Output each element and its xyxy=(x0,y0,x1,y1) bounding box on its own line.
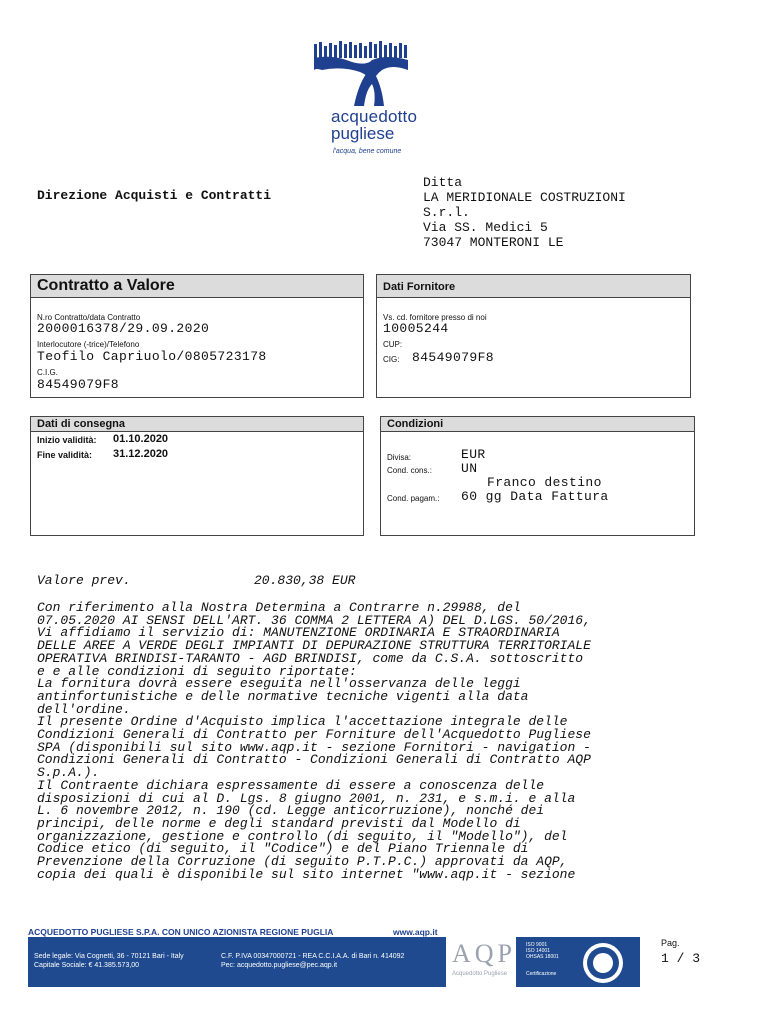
currency-label: Divisa: xyxy=(387,453,412,462)
supplier-code-label: Vs. cd. fornitore presso di noi xyxy=(383,313,487,322)
logo-text-line2: pugliese xyxy=(331,124,395,143)
delivery-conditions-label: Cond. cons.: xyxy=(387,466,432,475)
delivery-box-title: Dati di consegna xyxy=(31,417,363,432)
supplier-cig-label: CIG: xyxy=(383,355,400,364)
supplier-code-value: 10005244 xyxy=(383,321,449,336)
supplier-cig-value: 84549079F8 xyxy=(412,350,495,365)
end-validity-label: Fine validità: xyxy=(37,450,93,460)
payment-conditions-value: 60 gg Data Fattura xyxy=(461,489,609,504)
page-label: Pag. xyxy=(661,938,680,948)
logo-text-line1: acquedotto xyxy=(331,107,418,126)
contract-box-title: Contratto a Valore xyxy=(31,275,363,298)
end-validity-value: 31.12.2020 xyxy=(113,448,169,460)
logo-tagline: l'acqua, bene comune xyxy=(333,148,402,155)
delivery-conditions-value2: Franco destino xyxy=(487,475,602,490)
footer-fiscal-code: C.F. P.IVA 00347000721 - REA C.C.I.A.A. di Bari n. 414092 xyxy=(221,953,405,960)
conditions-box xyxy=(380,416,695,536)
contact-value: Teofilo Capriuolo/0805723178 xyxy=(37,349,267,364)
contact-label: Interlocutore (-trice)/Telefono xyxy=(37,340,140,349)
contract-number-label: N.ro Contratto/data Contratto xyxy=(37,313,141,322)
footer-capital: Capitale Sociale: € 41.385.573,00 xyxy=(34,962,140,969)
cig-label: C.I.G. xyxy=(37,368,58,377)
cup-label: CUP: xyxy=(383,340,403,349)
footer-cert-label: Certificazione xyxy=(526,971,557,977)
footer-certifications: ISO 9001 ISO 14001 OHSAS 18001 xyxy=(526,942,559,960)
cig-value: 84549079F8 xyxy=(37,377,120,392)
aqp-logo: AQP xyxy=(452,939,517,968)
start-validity-value: 01.10.2020 xyxy=(113,433,169,445)
contract-number-value: 2000016378/29.09.2020 xyxy=(37,321,210,336)
footer-band xyxy=(28,937,640,987)
estimated-value-amount: 20.830,38 EUR xyxy=(254,573,356,588)
supplier-box-title: Dati Fornitore xyxy=(377,275,690,298)
page-number: 1 / 3 xyxy=(661,951,701,966)
conditions-box-title: Condizioni xyxy=(381,417,694,432)
currency-value: EUR xyxy=(461,447,486,462)
footer-website-link[interactable]: www.aqp.it xyxy=(393,927,438,937)
footer-company-name: ACQUEDOTTO PUGLIESE S.P.A. CON UNICO AZIONISTA REGIONE PUGLIA xyxy=(28,927,334,937)
supplier-box xyxy=(376,274,691,398)
aqp-logo-subtitle: Acquedotto Pugliese xyxy=(452,971,508,977)
aqp-logo-block xyxy=(446,937,516,987)
start-validity-label: Inizio validità: xyxy=(37,435,97,445)
delivery-conditions-value1: UN xyxy=(461,461,478,476)
supplier-address: Ditta LA MERIDIONALE COSTRUZIONI S.r.l. Via SS. Medici 5 73047 MONTERONI LE xyxy=(423,175,626,250)
contract-box xyxy=(30,274,364,398)
payment-conditions-label: Cond. pagam.: xyxy=(387,494,440,503)
contract-body-text: Con riferimento alla Nostra Determina a Contrarre n.29988, del 07.05.2020 AI SENSI DELL'ART. 36 COMMA 2 LETTERA A) DEL D.LGS. 50/2016, Vi affidiamo il servizio di: MANUTENZIONE ORDINARIA E STRAORDINARIA DELLE AREE A VERDE DEGLI IMPIANTI DI DEPURAZIONE STRUTTURA TERRITORIALE OPERATIVA BRINDISI-TARANTO - AGD BRINDISI, come da C.S.A. sottoscritto e e alle condizioni di seguito riportate: La fornitura dovrà essere eseguita nell'osservanza delle leggi antinfortunistiche e delle normative tecniche vigenti alla data dell'ordine. Il presente Ordine d'Acquisto implica l'accettazione integrale delle Condizioni Generali di Contratto per Forniture dell'Acquedotto Pugliese SPA (disponibili sul sito www.aqp.it - sezione Fornitori - navigation - Condizioni Generali di Contratto - Condizioni Generali di Contratto AQP S.p.A.). Il Contraente dichiara espressamente di essere a conoscenza delle disposizioni di cui al D. Lgs. 8 giugno 2001, n. 231, e s.m.i. e alla L. 6 novembre 2012, n. 190 (cd. Legge anticorruzione), nonché dei principi, delle norme e degli standard previsti dal Modello di organizzazione, gestione e controllo (di seguito, il "Modello"), del Codice etico (di seguito, il "Codice") e del Piano Triennale di Prevenzione della Corruzione (di seguito P.T.P.C.) approvati da AQP, copia dei quali è disponibile sul sito internet "www.aqp.it - sezione xyxy=(37,600,591,882)
footer-legal-address: Sede legale: Via Cognetti, 36 - 70121 Bari - Italy xyxy=(34,953,184,960)
footer-pec: Pec: acquedotto.pugliese@pec.aqp.it xyxy=(221,962,338,969)
certification-seal-icon xyxy=(580,941,626,985)
estimated-value-label: Valore prev. xyxy=(37,573,131,588)
delivery-box xyxy=(30,416,364,536)
department-title: Direzione Acquisti e Contratti xyxy=(37,188,272,203)
acquedotto-pugliese-tree-logo xyxy=(312,40,462,162)
